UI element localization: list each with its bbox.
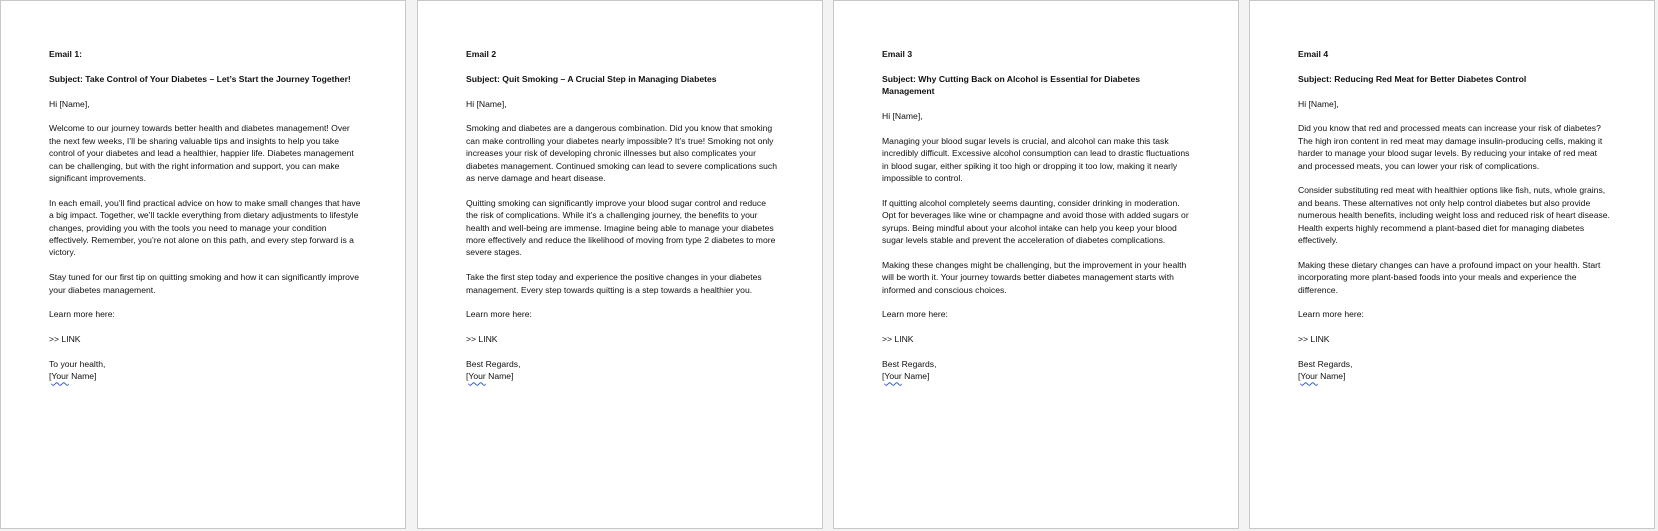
email-body (466, 48, 778, 383)
email-greeting: Hi [Name], (49, 98, 90, 109)
email-subject: Subject: Quit Smoking – A Crucial Step in Managing Diabetes (466, 73, 717, 84)
sig-your-word: Your (1300, 371, 1318, 382)
sig-rest: Name] (1317, 371, 1346, 382)
email-heading: Email 2 (466, 49, 497, 59)
email-signoff: To your health, (49, 359, 106, 370)
sig-your-word: Your (884, 371, 902, 382)
email-signature (49, 370, 361, 382)
email-paragraph: Making these changes might be challenging, but the improvement in your health will be worth it. Your journey towards better diabetes management starts with informed and conscious choices. (882, 259, 1187, 295)
learn-more-text: Learn more here: (466, 309, 532, 320)
email-greeting: Hi [Name], (1298, 98, 1339, 109)
email-greeting: Hi [Name], (882, 111, 923, 121)
email-body (1298, 48, 1610, 383)
sig-rest: Name] (485, 371, 514, 382)
email-paragraph: Consider substituting red meat with healthier options like fish, nuts, whole grains, and beans. These alternatives not only help control diabetes but also provide numerous health benefits, including weight loss and reduced risk of heart disease. Health experts highly recommend a plant-based diet for managing diabetes effectively. (1298, 185, 1610, 246)
email-paragraph: Quitting smoking can significantly improve your blood sugar control and reduce the risk of complications. While it’s a challenging journey, the benefits to your health and well-being are immense. Imagine being able to manage your diabetes more effectively and reduce the likelihood of moving from type 2 diabetes to more severe stages. (466, 197, 776, 258)
email-subject: Subject: Reducing Red Meat for Better Diabetes Control (1298, 73, 1527, 84)
email-paragraph: Making these dietary changes can have a profound impact on your health. Start incorporating more plant-based foods into your meals and experience the difference. (1298, 259, 1601, 295)
page-email-4 (1249, 0, 1655, 529)
email-body (49, 48, 361, 383)
link-placeholder: >> LINK (466, 334, 498, 345)
page-email-3 (833, 0, 1239, 529)
email-paragraph: Welcome to our journey towards better health and diabetes management! Over the next few weeks, I’ll be sharing valuable tips and insights to help you take control of your diabetes and lead a healthier, happier life. Diabetes management can be challenging, but with the right information and support, you can make significant improvements. (49, 123, 354, 184)
sig-open: [ (882, 371, 885, 382)
email-body (882, 48, 1194, 383)
page-email-2 (417, 0, 823, 529)
link-placeholder: >> LINK (882, 334, 914, 345)
email-signoff: Best Regards, (466, 359, 521, 370)
learn-more-text: Learn more here: (882, 309, 948, 320)
email-paragraph: Take the first step today and experience the positive changes in your diabetes management. Every step towards quitting is a step towards a healthier you. (466, 272, 762, 295)
sig-rest: Name] (901, 371, 930, 382)
sig-open: [ (466, 371, 469, 382)
email-signature (466, 370, 778, 382)
link-placeholder: >> LINK (1298, 334, 1330, 345)
email-heading: Email 4 (1298, 49, 1329, 59)
sig-your-word: Your (51, 371, 69, 382)
email-signature (1298, 370, 1610, 382)
email-paragraph: If quitting alcohol completely seems daunting, consider drinking in moderation. Opt for beverages like wine or champagne and avoid those with added sugars or syrups. Being mindful about your alcohol intake can help you keep your blood sugar levels stable and prevent the acceleration of diabetes complications. (882, 197, 1189, 246)
learn-more-text: Learn more here: (1298, 309, 1364, 320)
email-signoff: Best Regards, (1298, 359, 1353, 370)
email-heading: Email 3 (882, 49, 913, 59)
email-subject: Subject: Why Cutting Back on Alcohol is Essential for Diabetes Management (882, 73, 1141, 97)
email-signoff: Best Regards, (882, 359, 937, 370)
sig-open: [ (49, 371, 52, 382)
email-paragraph: Smoking and diabetes are a dangerous combination. Did you know that smoking can make controlling your diabetes nearly impossible? It’s true! Smoking not only increases your risk of developing chronic illnesses but also complicates your diabetes management. Continued smoking can lead to severe complications such as nerve damage and heart disease. (466, 123, 777, 184)
email-signature (882, 370, 1194, 382)
email-paragraph: Did you know that red and processed meats can increase your risk of diabetes? The high iron content in red meat may damage insulin-producing cells, making it harder to manage your blood sugar levels. By reducing your intake of red meat and processed meats, you can lower your risk of complications. (1298, 123, 1603, 171)
email-paragraph: Managing your blood sugar levels is crucial, and alcohol can make this task incredibly difficult. Excessive alcohol consumption can lead to drastic fluctuations in blood sugar, either spiking it too high or dropping it too low, making it nearly impossible to control. (882, 135, 1190, 184)
link-placeholder: >> LINK (49, 334, 81, 345)
sig-rest: Name] (68, 371, 97, 382)
email-greeting: Hi [Name], (466, 98, 507, 109)
email-paragraph: In each email, you’ll find practical advice on how to make small changes that have a big impact. Together, we’ll tackle everything from dietary adjustments to lifestyle changes, providing you with the tools you need to manage your condition effectively. Remember, you’re not alone on this path, and every step forward is a victory. (49, 197, 361, 258)
sig-your-word: Your (468, 371, 486, 382)
page-email-1 (0, 0, 406, 529)
email-subject: Subject: Take Control of Your Diabetes – Let’s Start the Journey Together! (49, 73, 351, 84)
email-paragraph: Stay tuned for our first tip on quitting smoking and how it can significantly improve your diabetes management. (49, 272, 360, 295)
learn-more-text: Learn more here: (49, 309, 115, 320)
email-heading: Email 1: (49, 49, 82, 59)
sig-open: [ (1298, 371, 1301, 382)
